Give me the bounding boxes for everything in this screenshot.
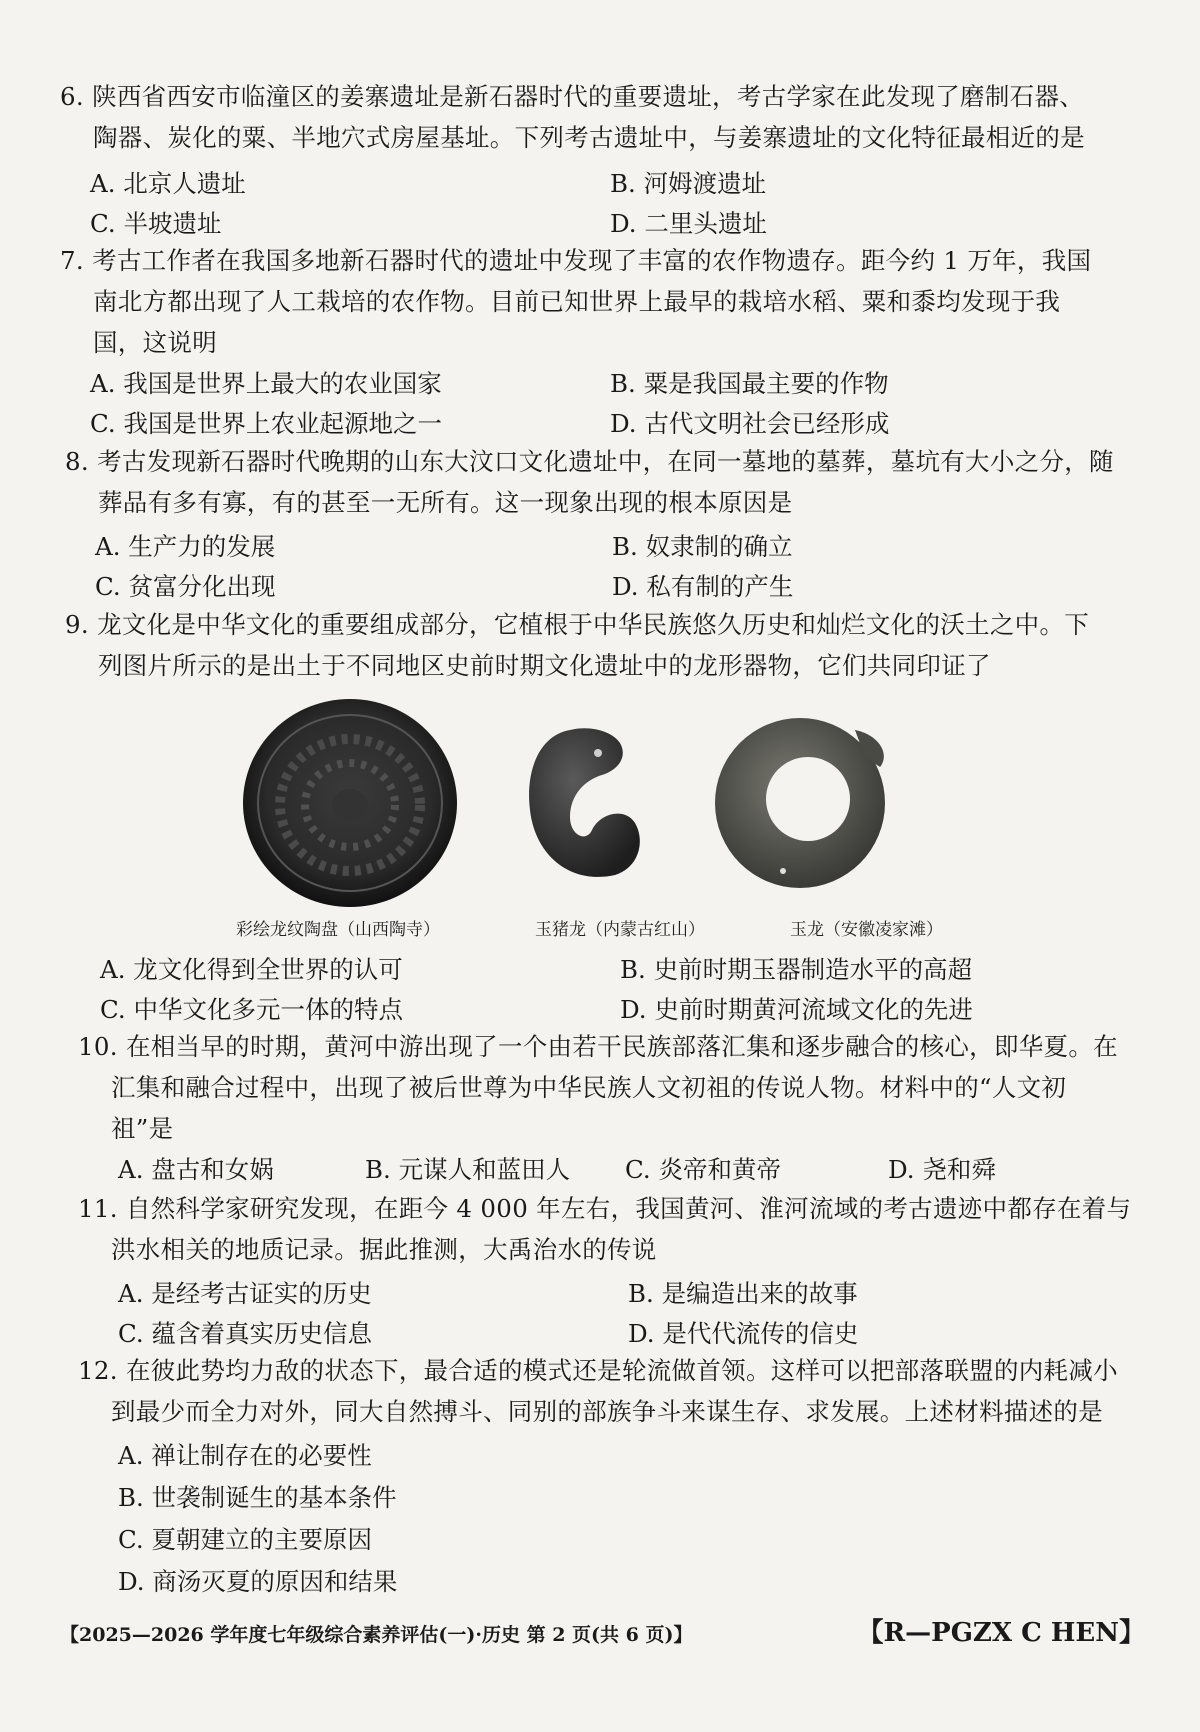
option-c: C. 我国是世界上农业起源地之一 bbox=[90, 409, 442, 438]
question-10 bbox=[78, 1026, 1168, 1149]
option-a: A. 禅让制存在的必要性 bbox=[118, 1441, 372, 1470]
question-stem-line: 8. 考古发现新石器时代晚期的山东大汶口文化遗址中，在同一墓地的墓葬，墓坑有大小之分，随 bbox=[65, 447, 1114, 476]
question-9 bbox=[65, 604, 1155, 686]
option-c: C. 炎帝和黄帝 bbox=[625, 1155, 781, 1184]
option-c: C. 蕴含着真实历史信息 bbox=[118, 1319, 372, 1348]
figure-caption: 彩绘龙纹陶盘（山西陶寺） bbox=[236, 920, 440, 940]
question-stem-line: 汇集和融合过程中，出现了被后世尊为中华民族人文初祖的传说人物。材料中的“人文初 bbox=[111, 1073, 1067, 1102]
option-d: D. 商汤灭夏的原因和结果 bbox=[118, 1567, 398, 1596]
option-a: A. 我国是世界上最大的农业国家 bbox=[90, 369, 442, 398]
figure-caption: 玉猪龙（内蒙古红山） bbox=[535, 920, 705, 940]
footer-exam-info: 【2025—2026 学年度七年级综合素养评估(一)·历史 第 2 页(共 6 页)】 bbox=[60, 1624, 693, 1646]
option-d: D. 是代代流传的信史 bbox=[628, 1319, 859, 1348]
page-footer bbox=[60, 1612, 1145, 1654]
figure-caption: 玉龙（安徽凌家滩） bbox=[790, 920, 943, 940]
footer-code: 【R—PGZX C HEN】 bbox=[857, 1618, 1145, 1648]
painted-dragon-plate-image bbox=[243, 699, 457, 907]
question-stem-line: 葬品有多有寡，有的甚至一无所有。这一现象出现的根本原因是 bbox=[98, 488, 793, 517]
option-a: A. 盘古和女娲 bbox=[118, 1155, 274, 1184]
option-b: B. 河姆渡遗址 bbox=[610, 169, 767, 198]
option-d: D. 尧和舜 bbox=[888, 1155, 996, 1184]
question-7 bbox=[60, 240, 1150, 363]
option-c: C. 中华文化多元一体的特点 bbox=[100, 995, 403, 1024]
option-d: D. 二里头遗址 bbox=[610, 209, 767, 238]
question-stem-line: 9. 龙文化是中华文化的重要组成部分，它植根于中华民族悠久历史和灿烂文化的沃土之中。下 bbox=[65, 610, 1090, 639]
jade-dragon-ring-image bbox=[715, 718, 885, 888]
jade-pig-dragon-image bbox=[529, 728, 640, 877]
option-d: D. 私有制的产生 bbox=[612, 572, 794, 601]
option-a: A. 是经考古证实的历史 bbox=[118, 1279, 372, 1308]
option-d: D. 史前时期黄河流域文化的先进 bbox=[620, 995, 973, 1024]
question-stem-line: 12. 在彼此势均力敌的状态下，最合适的模式还是轮流做首领。这样可以把部落联盟的内耗减小 bbox=[78, 1356, 1118, 1385]
question-stem-line: 祖”是 bbox=[111, 1114, 174, 1143]
option-b: B. 元谋人和蓝田人 bbox=[365, 1155, 571, 1184]
option-b: B. 史前时期玉器制造水平的高超 bbox=[620, 955, 973, 984]
question-6 bbox=[60, 76, 1150, 158]
question-stem-line: 6. 陕西省西安市临潼区的姜寨遗址是新石器时代的重要遗址，考古学家在此发现了磨制石器、 bbox=[60, 82, 1085, 111]
option-b: B. 是编造出来的故事 bbox=[628, 1279, 858, 1308]
question-stem-line: 到最少而全力对外，同大自然搏斗、同别的部族争斗来谋生存、求发展。上述材料描述的是 bbox=[111, 1397, 1103, 1426]
option-a: A. 北京人遗址 bbox=[90, 169, 246, 198]
question-stem-line: 列图片所示的是出土于不同地区史前时期文化遗址中的龙形器物，它们共同印证了 bbox=[98, 651, 991, 680]
option-b: B. 奴隶制的确立 bbox=[612, 532, 793, 561]
question-12 bbox=[78, 1350, 1168, 1432]
question-stem-line: 陶器、炭化的粟、半地穴式房屋基址。下列考古遗址中，与姜寨遗址的文化特征最相近的是 bbox=[93, 123, 1085, 152]
option-a: A. 龙文化得到全世界的认可 bbox=[100, 955, 403, 984]
option-b: B. 世袭制诞生的基本条件 bbox=[118, 1483, 397, 1512]
bleed-through-text bbox=[960, 572, 982, 603]
question-stem-line: 7. 考古工作者在我国多地新石器时代的遗址中发现了丰富的农作物遗存。距今约 1 万年，我国 bbox=[60, 246, 1092, 275]
option-c: C. 贫富分化出现 bbox=[95, 572, 276, 601]
question-8 bbox=[65, 441, 1155, 523]
option-d: D. 古代文明社会已经形成 bbox=[610, 409, 890, 438]
question-stem-line: 洪水相关的地质记录。据此推测，大禹治水的传说 bbox=[111, 1235, 657, 1264]
question-stem-line: 10. 在相当早的时期，黄河中游出现了一个由若干民族部落汇集和逐步融合的核心，即华夏。在 bbox=[78, 1032, 1118, 1061]
option-c: C. 夏朝建立的主要原因 bbox=[118, 1525, 372, 1554]
option-c: C. 半坡遗址 bbox=[90, 209, 222, 238]
question-stem-line: 11. 自然科学家研究发现，在距今 4 000 年左右，我国黄河、淮河流域的考古遗迹中都存在着与 bbox=[78, 1194, 1132, 1223]
question-11 bbox=[78, 1188, 1168, 1270]
option-a: A. 生产力的发展 bbox=[95, 532, 276, 561]
artifact-figures bbox=[240, 695, 960, 920]
question-stem-line: 国，这说明 bbox=[93, 328, 217, 357]
option-b: B. 粟是我国最主要的作物 bbox=[610, 369, 889, 398]
question-stem-line: 南北方都出现了人工栽培的农作物。目前已知世界上最早的栽培水稻、粟和黍均发现于我 bbox=[93, 287, 1061, 316]
